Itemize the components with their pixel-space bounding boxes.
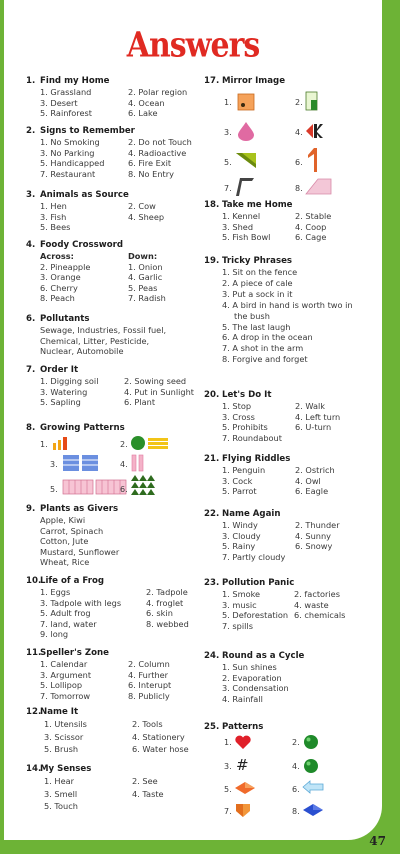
- section-order-it: 7. Order It 1. Digging soil 2. Sowing seed 3. Watering 4. Put in Sunlight 5. Sapling 6. Plant: [26, 365, 201, 408]
- section-name-again: 22. Name Again 1. Windy 2. Thunder 3. Cloudy 4. Sunny 5. Rainy 6. Snowy 7. Partly cloudy: [204, 509, 376, 562]
- mirror-parallelogram-icon: [304, 176, 332, 198]
- mirror-rectangle-icon: [304, 90, 320, 112]
- growing-pattern-4-icon: [130, 454, 146, 472]
- section-take-me-home: 18. Take me Home 1. Kennel 2. Stable 3. Shed 4. Coop 5. Fish Bowl 6. Cage: [204, 200, 376, 243]
- answer-grid: 1. Hear 2. See 3. Smell 4. Taste 5. Touch: [44, 776, 164, 811]
- section-animals-as-source: 3. Animals as Source 1. Hen 2. Cow 3. Fish 4. Sheep 5. Bees: [26, 190, 201, 233]
- section-growing-patterns: 8. Growing Patterns: [26, 423, 125, 433]
- growing-pattern-1-icon: [51, 435, 73, 451]
- section-patterns: 25. Patterns: [204, 722, 264, 732]
- section-plants-as-givers: 9. Plants as Givers Apple, Kiwi Carrot, Spinach Cotton, Jute Mustard, Sunflower Wheat, Rice: [26, 504, 120, 567]
- section-foody-crossword: 4. Foody Crossword Across: Down: 2. Pineapple 1. Onion 3. Orange 4. Garlic 6. Cherry 5. Peas 8. Peach 7. Radish: [26, 240, 201, 304]
- section-name-it: 12.Name It 1. Utensils 2. Tools 3. Scissor 4. Stationery 5. Brush 6. Water hose: [26, 707, 201, 756]
- arrow-left-icon: [302, 780, 324, 794]
- section-lets-do-it: 20. Let's Do It 1. Stop 2. Walk 3. Cross 4. Left turn 5. Prohibits 6. U-turn 7. Roundabout: [204, 390, 376, 443]
- answer-grid: 1. Eggs 2. Tadpole 3. Tadpole with legs 4. froglet 5. Adult frog 6. skin 7. land, water 8. webbed 9. long: [40, 587, 189, 639]
- answer-grid: 1. Hen 2. Cow 3. Fish 4. Sheep 5. Bees: [40, 201, 165, 232]
- page-title: Answers: [126, 25, 260, 66]
- green-ball-icon: [302, 757, 320, 775]
- section-round-as-a-cycle: 24. Round as a Cycle 1. Sun shines 2. Evaporation 3. Condensation 4. Rainfall: [204, 651, 305, 704]
- answer-grid: 1. Utensils 2. Tools 3. Scissor 4. Stationery 5. Brush 6. Water hose: [44, 719, 189, 754]
- section-find-my-home: 1. Find my Home 1. Grassland 2. Polar region 3. Desert 4. Ocean 5. Rainforest 6. Lake: [26, 76, 201, 119]
- answer-grid: 1. Calendar 2. Column 3. Argument 4. Further 5. Lollipop 6. Interupt 7. Tomorrow 8. Publicly: [40, 659, 172, 701]
- answer-sheet: Answers 1. Find my Home 1. Grassland 2. Polar region 3. Desert 4. Ocean 5. Rainforest 6. Lake 2. Signs to Remember 1. No Smoking 2. Do not Touch 3. No Parking 4. Radioactive 5. Handicapped 6. Fire Exit 7. Restaurant 8. No Entry 3. Animals as Source 1. Hen 2. Cow 3. Fish 4. Sheep 5. Bees 4. Foody Crossword Across: Down: 2. Pineapple 1. Onion 3. Orange 4. Garlic 6. Cherry 5. Peas 8. Peach 7. Radish 6. Pollutants Sewage, Industries, Fossil fuel, Chemical, Litter, Pesticide, Nuclear, Automobile 7. Order It 1. Digging soil 2. Sowing seed 3. Watering 4. Put in Sunlight 5. Sapling 6. Plant 8. Growing Patterns 1. 2. 3. 4. 5. 6. 9. Plants as Givers Apple, Kiwi Carrot, Spinach Cotton, Jute Mustard, Sunflower Wheat, Rice 10.Life of a Frog 1. Eggs 2. Tadpole 3. Tadpole with legs 4. froglet 5. Adult frog 6. skin 7. land, water 8. webbed 9. long 11.Speller's Zone 1. Calendar 2. Column 3. Argument 4. Further 5. Lollipop 6. Interupt 7. Tomorrow 8. Publicly 12.Name It 1. Utensils 2. Tools 3. Scissor 4. Stationery 5. Brush 6. Water hose 14.My Senses 1. Hear 2. See 3. Smell 4. Taste 5. Touch 17. Mirror Image 1. 2. 3. 4. 5. 6. 7. 8. 18. Take me Home 1. Kennel 2. Stable 3. Shed 4. Coop 5. Fish Bowl 6. Cage 19. Tricky Phrases 1. Sit on the fence 2. A piece of cale 3. Put a sock in it 4. A bird in hand is worth two in the bush 5. The last laugh 6. A drop in the ocean 7. A shot in the arm 8. Forgive and forget 20. Let's Do It 1. Stop 2. Walk 3. Cross 4. Left turn 5. Prohibits 6. U-turn 7. Roundabout 21. Flying Riddles 1. Penguin 2. Ostrich 3. Cock 4. Owl 5. Parrot 6. Eagle 22. Name Again 1. Windy 2. Thunder 3. Cloudy 4. Sunny 5. Rainy 6. Snowy 7. Partly cloudy 23. Pollution Panic 1. Smoke 2. factories 3. music 4. waste 5. Deforestation 6. chemicals 7. spills 24. Round as a Cycle 1. Sun shines 2. Evaporation 3. Condensation 4. Rainfall 25. Patterns 1. 2. 3. # 4. 5. 6. 7. 8.: [4, 0, 382, 840]
- answer-grid: Across: Down: 2. Pineapple 1. Onion 3. Orange 4. Garlic 6. Cherry 5. Peas 8. Peach 7. Radish: [40, 251, 166, 303]
- growing-pattern-6-icon: [130, 474, 156, 498]
- section-pollution-panic: 23. Pollution Panic 1. Smoke 2. factories 3. music 4. waste 5. Deforestation 6. chemicals 7. spills: [204, 578, 376, 631]
- mirror-triangle-icon: [234, 150, 258, 170]
- section-pollutants: 6. Pollutants Sewage, Industries, Fossil fuel, Chemical, Litter, Pesticide, Nuclear, Automobile: [26, 314, 167, 356]
- mirror-drop-icon: [236, 120, 256, 142]
- answer-grid: 1. Penguin 2. Ostrich 3. Cock 4. Owl 5. Parrot 6. Eagle: [222, 465, 335, 496]
- green-ball-icon: [302, 733, 320, 751]
- section-spellers-zone: 11.Speller's Zone 1. Calendar 2. Column 3. Argument 4. Further 5. Lollipop 6. Interupt 7. Tomorrow 8. Publicly: [26, 648, 201, 701]
- answer-grid: 1. Stop 2. Walk 3. Cross 4. Left turn 5. Prohibits 6. U-turn 7. Roundabout: [222, 401, 341, 443]
- heart-icon: [234, 734, 252, 750]
- section-my-senses: 14.My Senses 1. Hear 2. See 3. Smell 4. Taste 5. Touch: [26, 764, 201, 813]
- growing-pattern-2-icon: [130, 434, 170, 452]
- section-flying-riddles: 21. Flying Riddles 1. Penguin 2. Ostrich 3. Cock 4. Owl 5. Parrot 6. Eagle: [204, 454, 376, 497]
- growing-pattern-3-icon: [62, 454, 100, 472]
- hash-symbol: #: [236, 756, 249, 774]
- section-tricky-phrases: 19. Tricky Phrases 1. Sit on the fence 2. A piece of cale 3. Put a sock in it 4. A bird in hand is worth two in the bush 5. The last laugh 6. A drop in the ocean 7. A shot in the arm 8. Forgive and forget: [204, 256, 353, 365]
- answer-grid: 1. Windy 2. Thunder 3. Cloudy 4. Sunny 5. Rainy 6. Snowy 7. Partly cloudy: [222, 520, 340, 562]
- page-number: 47: [369, 834, 386, 848]
- answer-grid: 1. Digging soil 2. Sowing seed 3. Watering 4. Put in Sunlight 5. Sapling 6. Plant: [40, 376, 194, 407]
- orange-shield-icon: [234, 802, 252, 818]
- section-mirror-image: 17. Mirror Image: [204, 76, 286, 86]
- orange-diamond-icon: [234, 781, 256, 795]
- growing-pattern-5-icon: [62, 478, 128, 496]
- section-life-of-a-frog: 10.Life of a Frog 1. Eggs 2. Tadpole 3. Tadpole with legs 4. froglet 5. Adult frog 6. skin 7. land, water 8. webbed 9. long: [26, 576, 201, 640]
- mirror-arrow-k-icon: [304, 122, 324, 140]
- mirror-chevron-icon: [234, 176, 256, 198]
- answer-grid: 1. Smoke 2. factories 3. music 4. waste 5. Deforestation 6. chemicals 7. spills: [222, 589, 346, 631]
- mirror-one-icon: [304, 146, 320, 174]
- blue-diamond-icon: [302, 803, 324, 817]
- answer-grid: 1. Grassland 2. Polar region 3. Desert 4. Ocean 5. Rainforest 6. Lake: [40, 87, 188, 118]
- answer-grid: 1. No Smoking 2. Do not Touch 3. No Parking 4. Radioactive 5. Handicapped 6. Fire Exit 7. Restaurant 8. No Entry: [40, 137, 192, 179]
- mirror-square-icon: [236, 92, 256, 112]
- section-signs-to-remember: 2. Signs to Remember 1. No Smoking 2. Do not Touch 3. No Parking 4. Radioactive 5. Handicapped 6. Fire Exit 7. Restaurant 8. No Entry: [26, 126, 201, 179]
- answer-grid: 1. Kennel 2. Stable 3. Shed 4. Coop 5. Fish Bowl 6. Cage: [222, 211, 332, 242]
